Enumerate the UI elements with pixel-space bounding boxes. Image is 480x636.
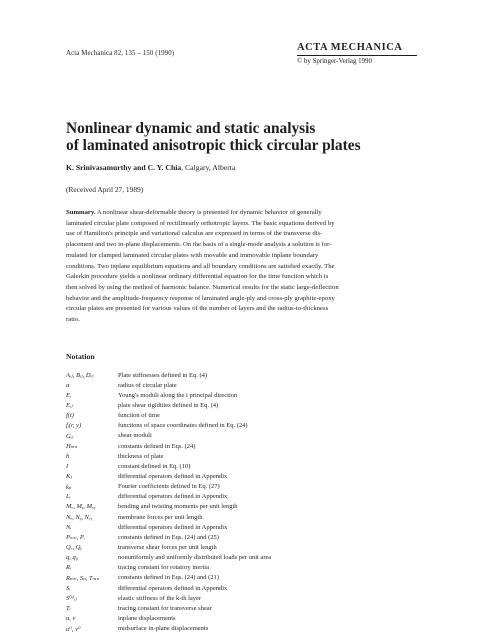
- notation-row: [66, 431, 426, 441]
- notation-symbol: Sᵢ: [66, 584, 71, 592]
- notation-definition: tracing constant for rotatory inertia: [118, 564, 209, 572]
- summary-line: Galerkin procedure yields a nonlinear ordinary differential equation for the time function which is: [66, 273, 329, 281]
- notation-row: [66, 624, 426, 634]
- summary-block: [66, 208, 418, 326]
- notation-row: [66, 380, 426, 390]
- notation-symbol: Rₘₙ, Sₙ, Tₘₙ: [66, 574, 100, 582]
- notation-symbol: Nₓ, Nᵧ, Nₓᵧ: [66, 513, 93, 521]
- notation-row: [66, 512, 426, 522]
- notation-row: [66, 451, 426, 461]
- notation-symbol: Gᵢⱼ: [66, 432, 74, 440]
- notation-definition: constant defined in Eq. (10): [118, 462, 191, 470]
- notation-definition: inplane displacements: [118, 614, 176, 622]
- title-line: of laminated anisotropic thick circular plates: [66, 137, 361, 154]
- notation-definition: Young's moduli along the i principal direction: [118, 391, 238, 399]
- citation: Acta Mechanica 82, 135 – 150 (1990): [66, 50, 175, 57]
- notation-symbol: fᵢ(r, y): [66, 422, 82, 430]
- summary-line: circular plates are presented for various values of the number of layers and the radius-to-thickness: [66, 305, 329, 313]
- notation-row: [66, 370, 426, 380]
- notation-row: [66, 482, 426, 492]
- notation-definition: shear moduli: [118, 432, 152, 440]
- notation-symbol: Tᵣ: [66, 604, 72, 612]
- notation-row: [66, 421, 426, 431]
- notation-definition: thickness of plate: [118, 452, 164, 460]
- notation-symbol: Aᵢⱼ, Bᵢⱼ, Dᵢⱼ: [66, 372, 94, 380]
- notation-symbol: Lᵢ: [66, 493, 71, 501]
- notation-symbol: Rᵢ: [66, 564, 71, 572]
- author-names: K. Srinivasamurthy and C. Y. Chia: [66, 163, 182, 172]
- notation-symbol: I: [66, 462, 69, 470]
- notation-definition: tracing constant for transverse shear: [118, 604, 212, 612]
- notation-row: [66, 573, 426, 583]
- notation-row: [66, 603, 426, 613]
- notation-row: [66, 461, 426, 471]
- notation-symbol: q, q₀: [66, 554, 79, 562]
- notation-definition: nonuniformly and uniformly distributed loads per unit area: [118, 554, 272, 562]
- notation-symbol: Eᵢ: [66, 391, 71, 399]
- notation-row: [66, 613, 426, 623]
- notation-row: [66, 492, 426, 502]
- notation-row: [66, 522, 426, 532]
- summary-label: Summary.: [66, 209, 96, 216]
- author-affiliation: , Calgary, Alberta: [181, 163, 236, 172]
- notation-symbol: a: [66, 381, 70, 389]
- notation-row: [66, 471, 426, 481]
- notation-definition: bending and twisting moments per unit length: [118, 503, 238, 511]
- copyright-line: © by Springer-Verlag 1990: [297, 58, 372, 65]
- notation-definition: plate shear rigidities defined in Eq. (4): [118, 401, 219, 409]
- notation-definition: function of time: [118, 412, 160, 420]
- summary-text: A nonlinear shear-deformable theory is presented for dynamic behavior of generally: [95, 209, 322, 216]
- notation-row: [66, 390, 426, 400]
- notation-definition: elastic stiffness of the k-th layer: [118, 594, 202, 602]
- notation-definition: radius of circular plate: [118, 381, 177, 389]
- notation-definition: Fourier coefficients defined in Eq. (27): [118, 483, 220, 491]
- notation-symbol: Qₓ, Qᵧ: [66, 543, 82, 551]
- notation-definition: differential operators defined in Appendix: [118, 493, 228, 501]
- notation-definition: differential operators defined in Appendix: [118, 523, 228, 531]
- summary-line: ratio.: [66, 316, 80, 324]
- notation-definition: transverse shear forces per unit length: [118, 543, 217, 551]
- notation-symbol: kₙ: [66, 483, 72, 491]
- notation-symbol: Hₘₙ: [66, 443, 78, 451]
- notation-row: [66, 593, 426, 603]
- notation-symbol: Nᵢ: [66, 523, 72, 531]
- notation-row: [66, 502, 426, 512]
- notation-row: [66, 411, 426, 421]
- notation-row: [66, 553, 426, 563]
- summary-line: laminated circular plate composed of rectilinearly orthotropic layers. The basic equations derived by: [66, 219, 335, 227]
- notation-list: [66, 370, 426, 634]
- notation-row: [66, 563, 426, 573]
- notation-symbol: h: [66, 452, 70, 460]
- received-date: (Received April 27, 1989): [66, 185, 144, 194]
- journal-masthead: [297, 42, 417, 65]
- summary-line: conditions. Two inplane equilibrium equations and all boundary conditions are satisfied exactly. The: [66, 262, 335, 270]
- notation-symbol: Kⱼ: [66, 473, 73, 481]
- notation-symbol: Mₓ, Mᵧ, Mₓᵧ: [66, 503, 96, 511]
- notation-symbol: Eᵢⱼ: [66, 402, 73, 410]
- notation-definition: constants defined in Eqs. (24): [118, 442, 196, 450]
- notation-definition: differential operators defined in Appendix: [118, 584, 228, 592]
- notation-row: [66, 583, 426, 593]
- notation-heading: Notation: [66, 352, 95, 361]
- notation-row: [66, 542, 426, 552]
- notation-row: [66, 400, 426, 410]
- summary-line: mulated for clamped laminated circular plates with movable and immovable inplane boundary: [66, 251, 319, 259]
- notation-symbol: Pₘₙ, Pᵢ: [66, 534, 85, 542]
- notation-row: [66, 441, 426, 451]
- notation-symbol: u, v: [66, 614, 76, 622]
- journal-title: ACTA MECHANICA: [297, 42, 417, 56]
- summary-line: [66, 208, 418, 219]
- title-line: Nonlinear dynamic and static analysis: [66, 120, 316, 137]
- notation-definition: functions of space coordinates defined in Eq. (24): [118, 422, 248, 430]
- summary-line: placement and two in-plane displacements. On the basis of a single-mode analysis a solution is for-: [66, 241, 332, 249]
- summary-line: then solved by using the method of harmonic balance. Numerical results for the static large-deflection: [66, 283, 339, 291]
- article-title: [66, 120, 426, 154]
- notation-symbol: S⁽ᵏ⁾ᵢⱼ: [66, 595, 78, 603]
- notation-symbol: u⁰, v⁰: [66, 625, 81, 633]
- notation-definition: constants defined in Eqs. (24) and (25): [118, 533, 219, 541]
- summary-line: behavior and the amplitude-frequency response of laminated angle-ply and cross-ply graphite-epoxy: [66, 294, 335, 302]
- notation-definition: differential operators defined in Appendix: [118, 472, 228, 480]
- author-line: [66, 163, 235, 172]
- notation-definition: Plate stiffnesses defined in Eq. (4): [118, 371, 208, 379]
- notation-definition: midsurface in-plane displacements: [118, 625, 209, 633]
- notation-symbol: f(t): [66, 412, 74, 420]
- summary-line: use of Hamilton's principle and variational calculus are expressed in terms of the transverse dis-: [66, 230, 323, 238]
- notation-definition: constants defined in Eqs. (24) and (21): [118, 574, 219, 582]
- notation-definition: membrane forces per unit length: [118, 513, 203, 521]
- notation-row: [66, 532, 426, 542]
